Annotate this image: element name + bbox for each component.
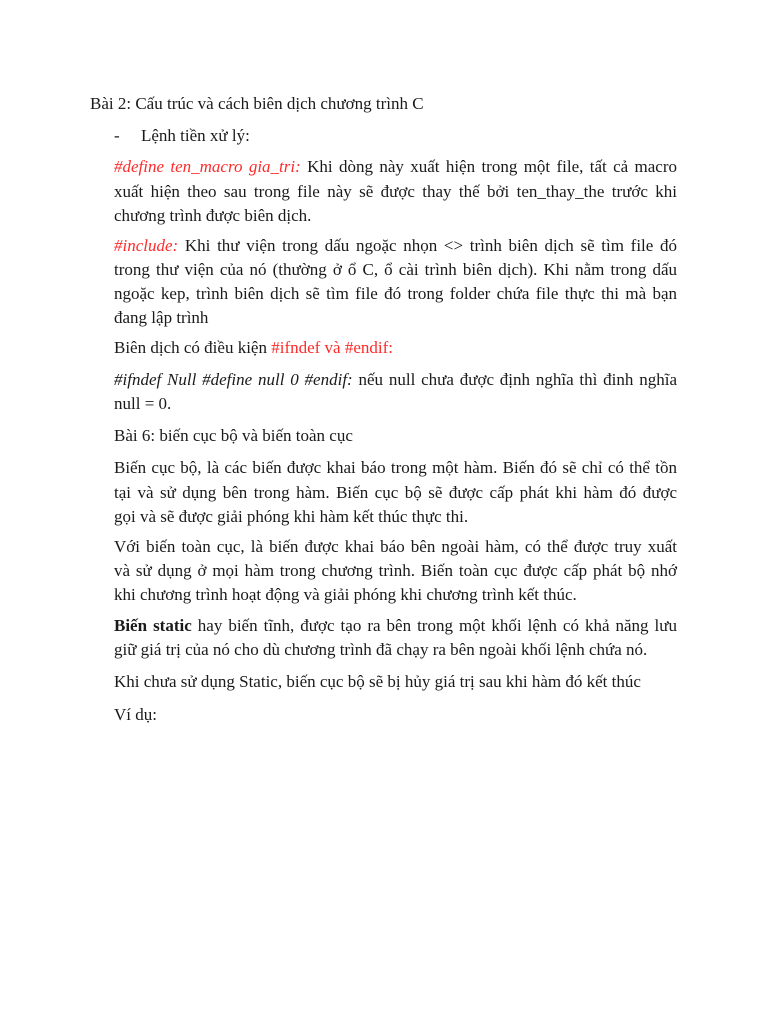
include-keyword: #include: (114, 236, 179, 255)
global-var-line-3: khi chương trình hoạt động và giải phóng khi chương trình kết thúc. (114, 585, 577, 604)
define-paragraph-line-1 (114, 157, 677, 177)
ifndef-text-1: nếu null chưa được định nghĩa thì đinh nghĩa (352, 370, 677, 389)
static-var-line-2: giữ giá trị của nó cho dù chương trình đã chạy ra bên ngoài khối lệnh chứa nó. (114, 640, 648, 659)
ifndef-code: #ifndef Null #define null 0 #endif: (114, 370, 353, 389)
define-paragraph-line-3: chương trình được biên dịch. (114, 206, 312, 225)
include-text-1: Khi thư viện trong dấu ngoặc nhọn <> trình biên dịch sẽ tìm file đó (178, 236, 677, 255)
example-label: Ví dụ: (114, 705, 157, 724)
include-paragraph-line-4: đang lập trình (114, 308, 209, 327)
bullet-dash: - (114, 126, 120, 145)
static-var-line-1 (114, 616, 677, 636)
ifndef-example-line-1 (114, 370, 677, 390)
local-var-line-3: gọi và sẽ được giải phóng khi hàm kết thúc thực thi. (114, 507, 469, 526)
static-bold-term: Biến static (114, 616, 192, 635)
include-paragraph-line-1 (114, 236, 677, 256)
global-var-line-1: Với biến toàn cục, là biến được khai báo bên ngoài hàm, có thể được truy xuất (114, 537, 677, 556)
conditional-prefix: Biên dịch có điều kiện (114, 338, 272, 357)
bullet-text-lenh-tien-xu-ly: Lệnh tiền xử lý: (141, 126, 250, 145)
define-paragraph-line-2: xuất hiện theo sau trong file này sẽ được thay thế bởi ten_thay_the trước khi (114, 182, 677, 201)
heading-bai-6: Bài 6: biến cục bộ và biến toàn cục (114, 426, 353, 445)
ifndef-example-line-2: null = 0. (114, 394, 172, 413)
global-var-line-2: và sử dụng ở mọi hàm trong chương trình. Biến toàn cục được cấp phát bộ nhớ (114, 561, 677, 580)
static-text-1: hay biến tĩnh, được tạo ra bên trong một khối lệnh có khả năng lưu (191, 616, 677, 635)
static-note: Khi chưa sử dụng Static, biến cục bộ sẽ bị hủy giá trị sau khi hàm đó kết thúc (114, 672, 641, 691)
include-paragraph-line-2: trong thư viện của nó (thường ở ổ C, ổ cài trình biên dịch). Khi nằm trong dấu (114, 260, 677, 279)
conditional-compile-line (114, 338, 393, 358)
define-keyword: #define ten_macro gia_tri: (114, 157, 301, 176)
local-var-line-2: tại và sử dụng bên trong hàm. Biến cục bộ sẽ được cấp phát khi hàm đó được (114, 483, 677, 502)
define-text-1: Khi dòng này xuất hiện trong một file, tất cả macro (300, 157, 677, 176)
heading-bai-2: Bài 2: Cấu trúc và cách biên dịch chương trình C (90, 94, 424, 113)
conditional-keywords: #ifndef và #endif: (271, 338, 394, 357)
include-paragraph-line-3: ngoặc kep, trình biên dịch sẽ tìm file đó trong folder chứa file thực thi mà bạn (114, 284, 677, 303)
local-var-line-1: Biến cục bộ, là các biến được khai báo trong một hàm. Biến đó sẽ chỉ có thể tồn (114, 458, 677, 477)
